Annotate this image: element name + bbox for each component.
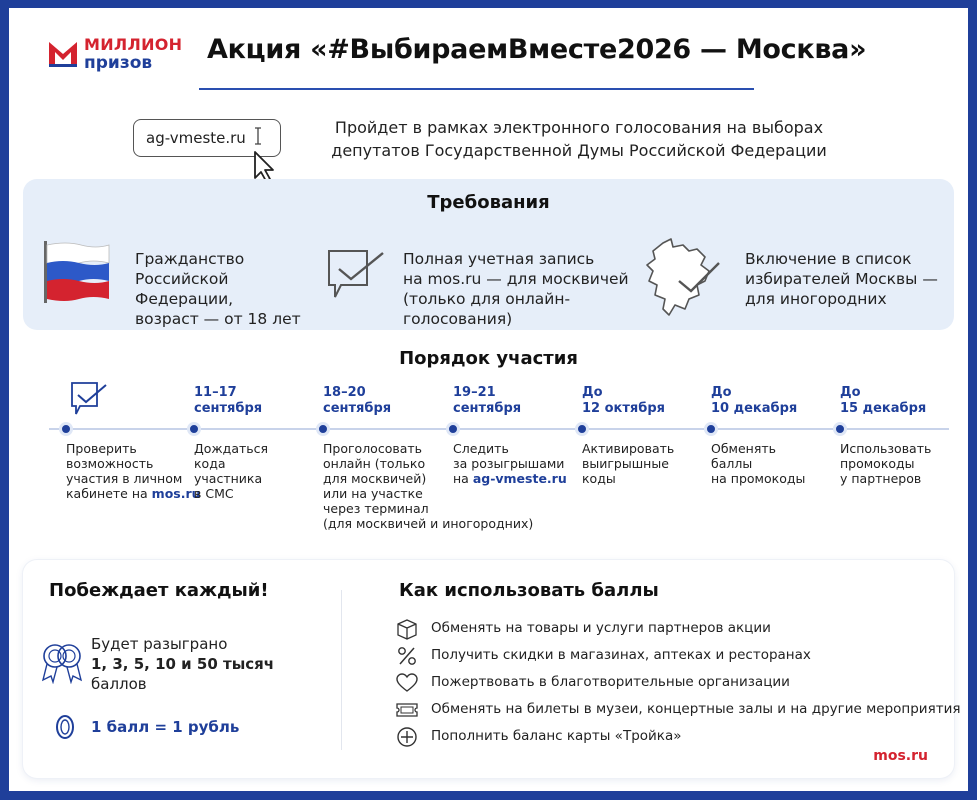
winners-title: Побеждает каждый! [49, 580, 269, 601]
steps-title: Порядок участия [399, 348, 578, 369]
step-description: Обменять баллы на промокоды [711, 441, 806, 486]
site-link[interactable]: mos.ru [873, 748, 928, 764]
step-date [323, 385, 391, 417]
step-date-line: сентября [323, 401, 392, 416]
step-text [66, 441, 201, 501]
step-date-line: сентября [194, 401, 263, 416]
req-line: Включение в список [745, 250, 912, 268]
checkmark-bubble-icon [69, 380, 109, 418]
step-date-line: 11–17 [194, 385, 237, 400]
intro-text: Пройдет в рамках электронного голосования на выборах депутатов Государственной Думы Российской Федерации [331, 118, 827, 160]
prize-line: Будет разыграно [91, 635, 228, 653]
points-card [23, 560, 961, 778]
step-link[interactable]: mos.ru [151, 486, 201, 501]
req-line: (только для онлайн- [403, 290, 571, 308]
step-date [453, 385, 521, 417]
logo-line1: МИЛЛИОН [84, 35, 183, 54]
requirements-panel [23, 179, 954, 330]
logo-line2: призов [84, 53, 153, 73]
step-date-line: До [840, 385, 861, 400]
mouse-cursor-icon [247, 126, 281, 182]
req-line: на mos.ru — для москвичей [403, 270, 629, 288]
step-link[interactable]: ag-vmeste.ru [472, 471, 567, 486]
url-box: ag-vmeste.ru [133, 119, 281, 157]
step-text [711, 441, 805, 486]
timeline-dot [575, 422, 589, 436]
russian-flag-icon [41, 239, 113, 305]
requirement-account [403, 249, 629, 329]
step-date [840, 385, 926, 417]
step-text [194, 441, 268, 501]
step-date-line: 10 декабря [711, 401, 798, 416]
step-text [582, 441, 674, 486]
step-date-line: сентября [453, 401, 522, 416]
prize-amounts: 1, 3, 5, 10 и 50 тысяч [91, 655, 275, 673]
step-date-line: 19–21 [453, 385, 496, 400]
moscow-map-check-icon [635, 225, 735, 325]
requirement-citizenship [135, 249, 301, 329]
step-text [840, 441, 931, 486]
timeline-dot [316, 422, 330, 436]
step-description: Дождаться кода участника в СМС [194, 441, 269, 501]
timeline-dot [704, 422, 718, 436]
medals-icon [39, 640, 85, 684]
page-title: Акция «#ВыбираемВместе2026 — Москва» [207, 34, 867, 65]
logo [47, 35, 197, 75]
req-line: для иногородних [745, 290, 887, 308]
step-description: Проголосовать онлайн (только для москвичей) или на участке через терминал (для москвичей и иногородних) [323, 441, 534, 531]
step-description: Следить за розыгрышами на [453, 441, 565, 486]
req-line: избирателей Москвы — [745, 270, 938, 288]
step-description: Проверить возможность участия в личном кабинете на [66, 441, 183, 501]
requirements-title: Требования [427, 192, 550, 213]
step-date-line: 18–20 [323, 385, 366, 400]
timeline-dot [446, 422, 460, 436]
timeline-line [49, 428, 949, 430]
timeline-dot [187, 422, 201, 436]
req-line: Гражданство [135, 250, 245, 268]
req-line: Российской [135, 270, 229, 288]
usage-label: Обменять на билеты в музеи, концертные залы и на другие мероприятия [431, 701, 961, 717]
infographic [9, 8, 968, 791]
heart-icon [395, 672, 419, 694]
step-text [453, 441, 567, 486]
timeline-dot [59, 422, 73, 436]
card-divider [341, 590, 342, 750]
req-line: Полная учетная запись [403, 250, 595, 268]
timeline-dot [833, 422, 847, 436]
coin-icon [53, 714, 77, 740]
prize-line: баллов [91, 675, 147, 693]
requirement-voter-list [745, 249, 938, 309]
title-underline [199, 88, 754, 90]
step-date-line: 12 октября [582, 401, 665, 416]
step-date-line: 15 декабря [840, 401, 927, 416]
step-date-line: До [711, 385, 732, 400]
checkmark-bubble-icon [325, 247, 387, 305]
step-date [711, 385, 797, 417]
metro-card-icon [395, 726, 419, 748]
req-line: возраст — от 18 лет [135, 310, 301, 328]
usage-label: Получить скидки в магазинах, аптеках и ресторанах [431, 647, 811, 663]
box-icon [395, 618, 419, 640]
logo-mark-icon [47, 38, 79, 68]
req-line: Федерации, [135, 290, 234, 308]
step-date-line: До [582, 385, 603, 400]
exchange-rate: 1 балл = 1 рубль [91, 718, 240, 736]
usage-title: Как использовать баллы [399, 580, 659, 601]
step-description: Использовать промокоды у партнеров [840, 441, 932, 486]
prize-text [91, 634, 274, 694]
usage-label: Пожертвовать в благотворительные организации [431, 674, 790, 690]
step-date [582, 385, 665, 417]
req-line: голосования) [403, 310, 513, 328]
ticket-icon [395, 699, 419, 721]
step-description: Активировать выигрышные коды [582, 441, 675, 486]
percent-icon [395, 645, 419, 667]
step-date [194, 385, 262, 417]
usage-label: Пополнить баланс карты «Тройка» [431, 728, 682, 744]
usage-label: Обменять на товары и услуги партнеров акции [431, 620, 771, 636]
